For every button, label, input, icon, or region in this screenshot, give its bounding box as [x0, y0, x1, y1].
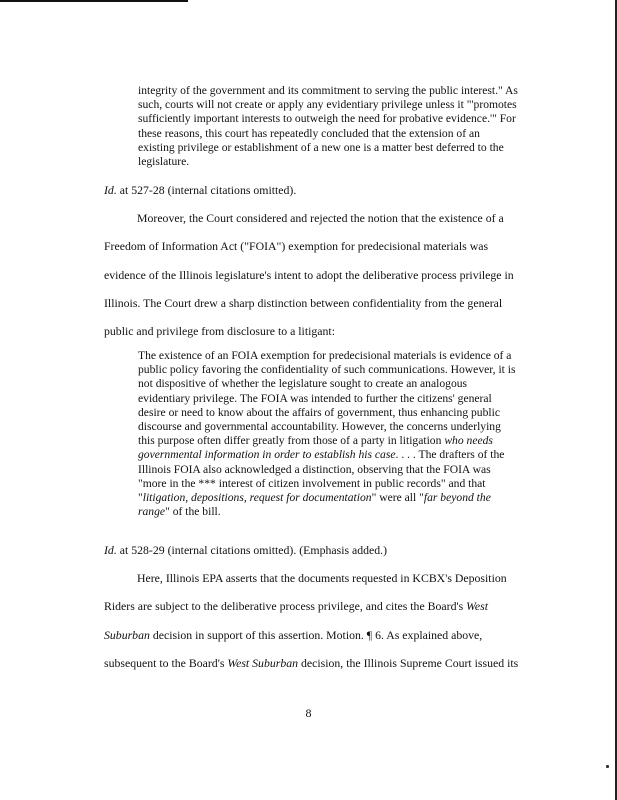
page-number: 8 [305, 706, 312, 720]
block-quote-1: integrity of the government and its commitment to serving the public interest." As such, courts will not create or apply any evidentiary privilege unless it "'promotes sufficiently important interests to outweigh the need for probative evidence.'" For these reasons, this court has repeatedly concluded that the extension of an existing privilege or establishment of a new one is a matter best deferred to the legislature. [138, 84, 518, 169]
paragraph-text: decision, the Illinois Supreme Court issued its [298, 655, 519, 670]
quote-text: " were all " [371, 491, 424, 505]
case-name: West Suburban [104, 599, 488, 642]
quote-text: " of the bill. [165, 505, 221, 519]
quote-emphasis: far beyond the range [138, 491, 491, 519]
block-quote-2 [138, 349, 518, 519]
quote-text: The existence of an FOIA exemption for predecisional materials is evidence of a public policy favoring the confidentiality of such communications. However, it is not dispositive of whether the legislature sought to create an analogous evidentiary privilege. The FOIA was intended to further the citizens' general desire or need to know about the affairs of government, thus enhancing public discourse and governmental accountability. However, the concerns underlying this purpose often differ greatly from those of a party in litigation [138, 349, 516, 448]
paragraph-text: decision in support of this assertion. Motion. ¶ 6. As explained above, subsequent to the Board's [104, 627, 483, 670]
scan-artifact [606, 765, 609, 768]
paragraph-moreover: Moreover, the Court considered and rejected the notion that the existence of a Freedom of Information Act ("FOIA") exemption for predecisional materials was evidence of the Illinois legislature's intent to adopt the deliberative process privilege in Illinois. The Court drew a sharp distinction between confidentiality from the general public and privilege from disclosure to a litigant: [104, 211, 514, 339]
citation-1 [104, 176, 524, 204]
citation-2 [104, 536, 524, 564]
paragraph-text: Here, Illinois EPA asserts that the documents requested in KCBX's Deposition Riders are subject to the deliberative process privilege, and cites the Board's [104, 571, 507, 614]
citation-text: at 527-28 (internal citations omitted). [116, 183, 297, 197]
case-name: West Suburban [227, 655, 299, 670]
citation-text: at 528-29 (internal citations omitted). (Emphasis added.) [116, 543, 388, 557]
quote-emphasis: who needs governmental information in order to establish his case [138, 434, 493, 462]
quote-emphasis: litigation, depositions, request for documentation [142, 491, 372, 505]
top-rule [0, 0, 188, 2]
paragraph-here [104, 564, 524, 677]
citation-id: Id. [104, 183, 117, 197]
citation-id: Id. [104, 543, 117, 557]
quote-text: . . . . The drafters of the Illinois FOIA also acknowledged a distinction, observing that the FOIA was "more in the *** interest of citizen involvement in public records" and that " [138, 448, 505, 505]
